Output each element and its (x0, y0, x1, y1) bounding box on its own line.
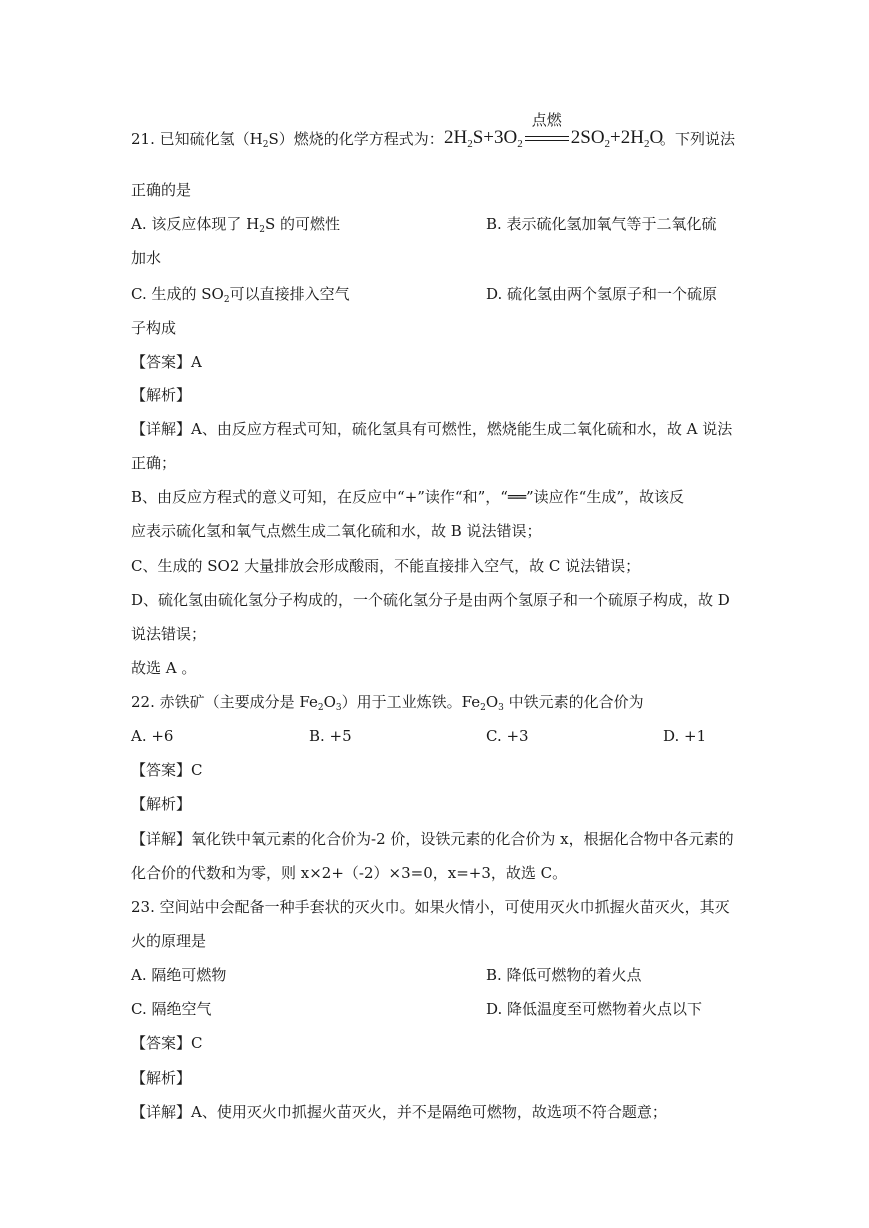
q21-analysis-tag: 【解析】 (131, 386, 192, 404)
eq-condition-arrow (523, 111, 571, 150)
q22-stem-mid: O (485, 693, 499, 711)
q21-option-d-line1: D. 硫化氢由两个氢原子和一个硫原 (486, 285, 718, 303)
q23-option-a: A. 隔绝可燃物 (131, 966, 227, 984)
eq-sub: 2 (604, 138, 611, 150)
q22-analysis-tag: 【解析】 (131, 795, 192, 813)
q22-stem-post: 中铁元素的化合价为 (503, 693, 644, 711)
q22-detail-2: 化合价的代数和为零，则 x×2+（-2）×3=0，x=+3，故选 C。 (131, 864, 568, 882)
eq-lhs-b: S+3O (472, 127, 518, 148)
detail-text: A、使用灭火巾抓握火苗灭火，并不是隔绝可燃物，故选项不符合题意； (191, 1103, 667, 1121)
eq-rhs-b: +2H (610, 127, 644, 148)
answer-value: C (191, 761, 203, 779)
q22-stem-pre: 22. 赤铁矿（主要成分是 Fe (131, 693, 318, 711)
answer-value: A (191, 353, 202, 371)
detail-text: A、由反应方程式可知，硫化氢具有可燃性，燃烧能生成二氧化硫和水，故 A 说法 (191, 420, 733, 438)
q23-answer (131, 1033, 203, 1053)
eq-rhs-c: O (649, 127, 664, 148)
q21-detail-8: 故选 A 。 (131, 659, 197, 677)
q21-stem-prefix: 21. 已知硫化氢（H (131, 130, 263, 148)
detail-tag: 【详解】 (131, 1103, 192, 1121)
q23-analysis-tag: 【解析】 (131, 1069, 192, 1087)
q21-option-c-pre: C. 生成的 SO (131, 285, 224, 303)
q21-option-d-line2: 子构成 (131, 319, 177, 337)
answer-value: C (191, 1034, 203, 1052)
q21-stem-sub: 2 (262, 140, 269, 150)
q22-option-c: C. +3 (486, 727, 529, 745)
chemical-equation (444, 111, 664, 156)
q21-stem-mid: S）燃烧的化学方程式为： (268, 130, 444, 148)
q22-sub: 3 (498, 703, 504, 713)
q21-option-a-sub: 2 (259, 225, 265, 235)
q21-stem-suffix: 。下列说法 (660, 130, 736, 148)
q21-detail-2: 正确； (131, 454, 177, 472)
q22-answer (131, 760, 203, 780)
detail-tag: 【详解】 (131, 830, 192, 848)
q21-detail-1 (131, 419, 732, 439)
q21-detail-4: 应表示硫化氢和氧气点燃生成二氧化硫和水，故 B 说法错误； (131, 522, 542, 540)
q21-stem-line2: 正确的是 (131, 181, 192, 199)
eq-condition: 点燃 (531, 111, 562, 129)
q22-option-b: B. +5 (309, 727, 352, 745)
q21-detail-6: D、硫化氢由硫化氢分子构成的，一个硫化氢分子是由两个氢原子和一个硫原子构成，故 D (131, 591, 730, 609)
q21-option-c-sub: 2 (223, 295, 230, 305)
q21-option-a-post: S 的可燃性 (264, 215, 340, 233)
q21-option-b-line2: 加水 (131, 249, 162, 267)
detail-text: 氧化铁中氧元素的化合价为-2 价，设铁元素的化合价为 x，根据化合物中各元素的 (191, 830, 734, 848)
q22-detail-1 (131, 829, 734, 849)
eq-sub: 2 (517, 138, 523, 150)
q21-detail-7: 说法错误； (131, 625, 207, 643)
q21-option-b-line1: B. 表示硫化氢加氧气等于二氧化硫 (486, 215, 717, 233)
q23-stem-line1: 23. 空间站中会配备一种手套状的灭火巾。如果火情小，可使用灭火巾抓握火苗灭火，其灭 (131, 898, 730, 916)
q21-detail-3: B、由反应方程式的意义可知，在反应中“+”读作“和”，“══”读应作“生成”，故该反 (131, 488, 685, 506)
q23-option-b: B. 降低可燃物的着火点 (486, 966, 642, 984)
q21-option-a-pre: A. 该反应体现了 H (131, 215, 260, 233)
q21-answer (131, 352, 202, 372)
answer-tag: 【答案】 (131, 353, 192, 371)
q21-stem (131, 129, 444, 155)
q22-stem-mid: ）用于工业炼铁。Fe (341, 693, 481, 711)
q23-stem-line2: 火的原理是 (131, 932, 207, 950)
detail-tag: 【详解】 (131, 420, 192, 438)
q23-detail-1 (131, 1102, 667, 1122)
eq-sub: 2 (643, 138, 650, 150)
q21-option-a (131, 214, 340, 240)
q22-option-a: A. +6 (131, 727, 174, 745)
q22-sub: 2 (317, 703, 324, 713)
q21-option-c-post: 可以直接排入空气 (229, 285, 350, 303)
answer-tag: 【答案】 (131, 761, 192, 779)
q23-option-d: D. 降低温度至可燃物着火点以下 (486, 1000, 703, 1018)
q22-sub: 2 (480, 703, 486, 713)
q22-stem (131, 692, 644, 718)
eq-rhs-a: 2SO (570, 127, 605, 148)
q21-detail-5: C、生成的 SO2 大量排放会形成酸雨，不能直接排入空气，故 C 说法错误； (131, 557, 641, 575)
q22-option-d: D. +1 (663, 727, 707, 745)
q23-option-c: C. 隔绝空气 (131, 1000, 212, 1018)
answer-tag: 【答案】 (131, 1034, 192, 1052)
q21-option-c (131, 284, 350, 310)
q22-stem-mid: O (323, 693, 336, 711)
eq-sub: 2 (467, 138, 473, 150)
q22-sub: 3 (335, 703, 342, 713)
eq-lhs-a: 2H (444, 127, 468, 148)
